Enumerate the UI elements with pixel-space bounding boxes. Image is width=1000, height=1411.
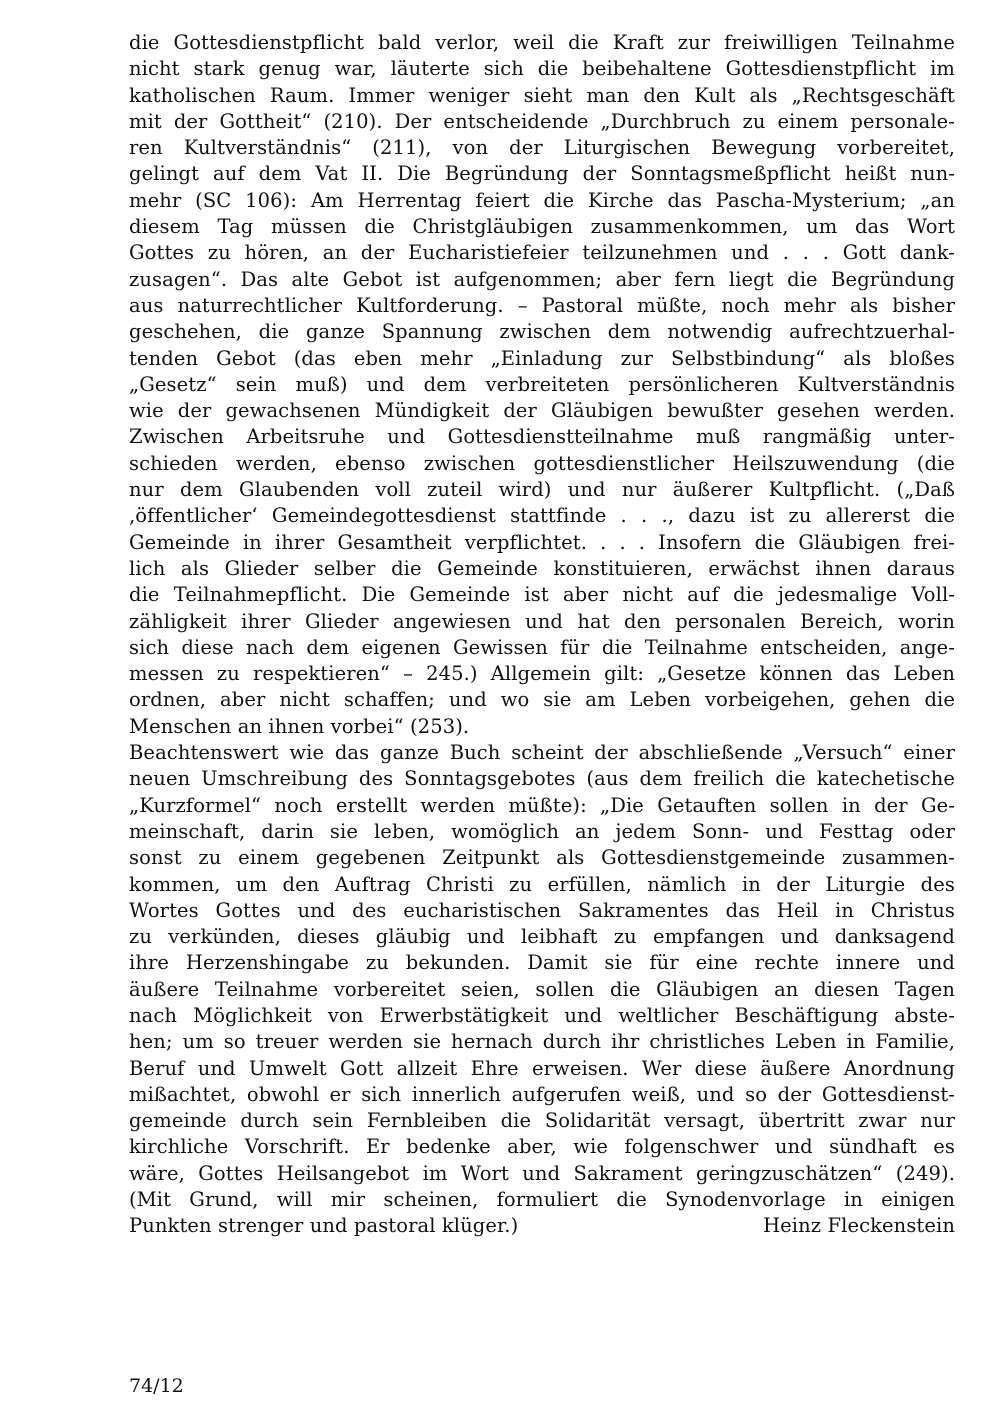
final-line xyxy=(129,1213,955,1239)
text-line: ren Kultverständnis“ (211), von der Liturgischen Bewegung vorbereitet, xyxy=(129,136,955,160)
text-line: ‚öffentlicher‘ Gemeindegottesdienst stattfinde . . ., dazu ist zu allererst die xyxy=(129,504,955,528)
text-line: kirchliche Vorschrift. Er bedenke aber, wie folgenschwer und sündhaft es xyxy=(129,1135,955,1159)
text-line: nur dem Glaubenden voll zuteil wird) und nur äußerer Kultpflicht. („Daß xyxy=(129,478,955,502)
text-line: ihre Herzenshingabe zu bekunden. Damit sie für eine rechte innere und xyxy=(129,951,955,975)
text-line: wäre, Gottes Heilsangebot im Wort und Sakrament geringzuschätzen“ (249). xyxy=(129,1161,955,1185)
author-signature: Heinz Fleckenstein xyxy=(763,1214,955,1238)
text-line: katholischen Raum. Immer weniger sieht man den Kult als „Rechtsgeschäft xyxy=(129,83,955,107)
text-line: Gemeinde in ihrer Gesamtheit verpflichtet. . . . Insofern die Gläubigen frei- xyxy=(129,530,955,554)
text-line: nach Möglichkeit von Erwerbstätigkeit und weltlicher Beschäftigung abste- xyxy=(129,1003,955,1027)
text-line: Wortes Gottes und des eucharistischen Sakramentes das Heil in Christus xyxy=(129,898,955,922)
text-line: lich als Glieder selber die Gemeinde konstituieren, erwächst ihnen daraus xyxy=(129,556,955,580)
text-line: mißachtet, obwohl er sich innerlich aufgerufen weiß, und so der Gottesdienst- xyxy=(129,1082,955,1106)
text-line: (Mit Grund, will mir scheinen, formuliert die Synodenvorlage in einigen xyxy=(129,1188,955,1212)
text-line: sonst zu einem gegebenen Zeitpunkt als Gottesdienstgemeinde zusammen- xyxy=(129,846,955,870)
final-line-text: Punkten strenger und pastoral klüger.) xyxy=(129,1214,519,1238)
text-line: schieden werden, ebenso zwischen gottesdienstlicher Heilszuwendung (die xyxy=(129,451,955,475)
text-line: die Gottesdienstpflicht bald verlor, weil die Kraft zur freiwilligen Teilnahme xyxy=(129,31,955,54)
text-line: äußere Teilnahme vorbereitet seien, sollen die Gläubigen an diesen Tagen xyxy=(129,977,955,1001)
text-line: Beachtenswert wie das ganze Buch scheint der abschließende „Versuch“ einer xyxy=(129,741,955,765)
text-line: sich diese nach dem eigenen Gewissen für die Teilnahme entscheiden, ange- xyxy=(129,635,955,659)
text-line: Gottes zu hören, an der Eucharistiefeier teilzunehmen und . . . Gott dank- xyxy=(129,241,955,265)
text-line: „Kurzformel“ noch erstellt werden müßte): „Die Getauften sollen in der Ge- xyxy=(129,793,955,817)
text-line: gemeinde durch sein Fernbleiben die Solidarität versagt, übertritt zwar nur xyxy=(129,1109,955,1133)
text-line: wie der gewachsenen Mündigkeit der Gläubigen bewußter gesehen werden. xyxy=(129,399,955,423)
text-line: ordnen, aber nicht schaffen; und wo sie am Leben vorbeigehen, gehen die xyxy=(129,688,955,712)
text-line: mit der Gottheit“ (210). Der entscheidende „Durchbruch zu einem personale- xyxy=(129,109,955,133)
text-line: tenden Gebot (das eben mehr „Einladung zur Selbstbindung“ als bloßes xyxy=(129,346,955,370)
text-line: zu verkünden, dieses gläubig und leibhaft zu empfangen und danksagend xyxy=(129,925,955,949)
page-number: 74/12 xyxy=(129,1375,184,1397)
text-line: nicht stark genug war, läuterte sich die beibehaltene Gottesdienstpflicht im xyxy=(129,57,955,81)
text-line: die Teilnahmepflicht. Die Gemeinde ist aber nicht auf die jedesmalige Voll- xyxy=(129,583,955,607)
text-line: aus naturrechtlicher Kultforderung. – Pastoral müßte, noch mehr als bisher xyxy=(129,293,955,317)
body-text xyxy=(129,30,955,1240)
text-line: messen zu respektieren“ – 245.) Allgemein gilt: „Gesetze können das Leben xyxy=(129,662,955,686)
text-line: mehr (SC 106): Am Herrentag feiert die Kirche das Pascha-Mysterium; „an xyxy=(129,188,955,212)
paragraph-end-line: Menschen an ihnen vorbei“ (253). xyxy=(129,714,470,738)
text-line: diesem Tag müssen die Christgläubigen zusammenkommen, um das Wort xyxy=(129,215,955,239)
text-line: neuen Umschreibung des Sonntagsgebotes (aus dem freilich die katechetische xyxy=(129,767,955,791)
text-line: gelingt auf dem Vat II. Die Begründung der Sonntagsmeßpflicht heißt nun- xyxy=(129,162,955,186)
text-line: zähligkeit ihrer Glieder angewiesen und hat den personalen Bereich, worin xyxy=(129,609,955,633)
text-line: zusagen“. Das alte Gebot ist aufgenommen; aber fern liegt die Begründung xyxy=(129,267,955,291)
text-line: kommen, um den Auftrag Christi zu erfüllen, nämlich in der Liturgie des xyxy=(129,872,955,896)
text-line: hen; um so treuer werden sie hernach durch ihr christliches Leben in Familie, xyxy=(129,1030,955,1054)
text-line: „Gesetz“ sein muß) und dem verbreiteten persönlicheren Kultverständnis xyxy=(129,372,955,396)
text-line: Beruf und Umwelt Gott allzeit Ehre erweisen. Wer diese äußere Anordnung xyxy=(129,1056,955,1080)
text-line: meinschaft, darin sie leben, womöglich an jedem Sonn- und Festtag oder xyxy=(129,819,955,843)
text-line: Zwischen Arbeitsruhe und Gottesdienstteilnahme muß rangmäßig unter- xyxy=(129,425,955,449)
text-line: geschehen, die ganze Spannung zwischen dem notwendig aufrechtzuerhal- xyxy=(129,320,955,344)
